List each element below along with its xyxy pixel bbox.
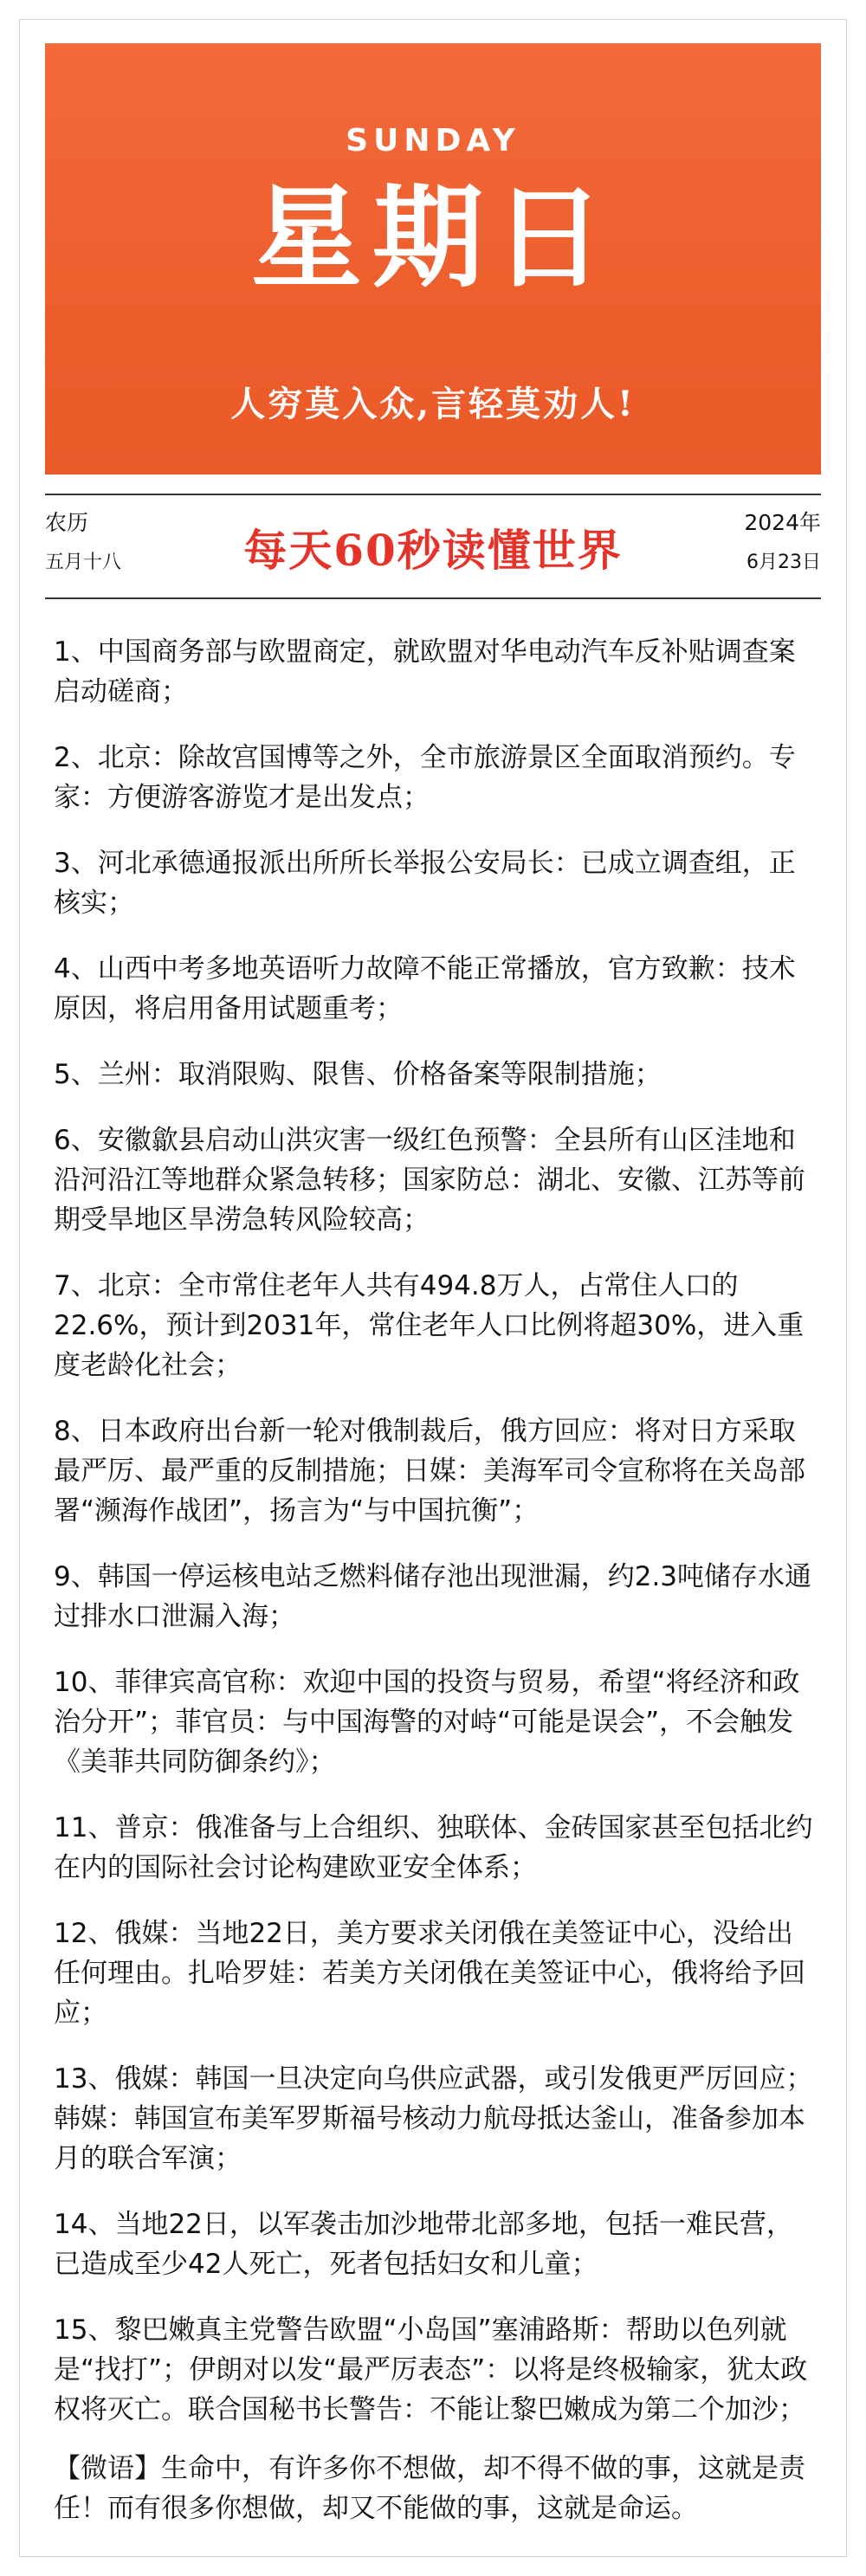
news-item: 7、北京：全市常住老年人共有494.8万人，占常住人口的22.6%，预计到2031年，常住老年人口比例将超30%，进入重度老龄化社会；: [54, 1270, 805, 1381]
news-item: 8、日本政府出台新一轮对俄制裁后，俄方回应：将对日方采取最严厉、最严重的反制措施；日媒：美海军司令宣称将在关岛部署“濒海作战团”，扬言为“与中国抗衡”；: [54, 1416, 805, 1527]
news-item: 6、安徽歙县启动山洪灾害一级红色预警：全县所有山区洼地和沿河沿江等地群众紧急转移；国家防总：湖北、安徽、江苏等前期受旱地区旱涝急转风险较高；: [54, 1125, 805, 1236]
lunar-date: 五月十八: [45, 552, 122, 573]
news-item: 3、河北承德通报派出所所长举报公安局长：已成立调查组，正核实；: [54, 848, 796, 919]
page-title: 每天60秒读懂世界: [243, 525, 623, 576]
news-item: 9、韩国一停运核电站乏燃料储存池出现泄漏，约2.3吨储存水通过排水口泄漏入海；: [54, 1561, 812, 1632]
news-item: 1、中国商务部与欧盟商定，就欧盟对华电动汽车反补贴调查案启动磋商；: [54, 636, 796, 707]
news-item: 15、黎巴嫩真主党警告欧盟“小岛国”塞浦路斯：帮助以色列就是“找打”；伊朗对以发“最严厉表态”：以将是终极输家，犹太政权将灭亡。联合国秘书长警告：不能让黎巴嫩成为第二个加沙；: [54, 2315, 808, 2425]
news-list: [54, 632, 816, 2456]
news-item: 14、当地22日，以军袭击加沙地带北部多地，包括一难民营，已造成至少42人死亡，死者包括妇女和儿童；: [54, 2209, 793, 2280]
news-item: 10、菲律宾高官称：欢迎中国的投资与贸易，希望“将经济和政治分开”；菲官员：与中国海警的对峙“可能是误会”，不会触发《美菲共同防御条约》；: [54, 1667, 800, 1778]
lunar-label: 农历: [45, 510, 89, 535]
news-item: 4、山西中考多地英语听力故障不能正常播放，官方致歉：技术原因，将启用备用试题重考；: [54, 953, 796, 1024]
year: 2024年: [744, 510, 821, 535]
news-item: 2、北京：除故宫国博等之外，全市旅游景区全面取消预约。专家：方便游客游览才是出发点；: [54, 742, 796, 813]
banner: [45, 43, 821, 475]
header-rule-bottom: [45, 597, 821, 599]
news-item: 5、兰州：取消限购、限售、价格备案等限制措施；: [54, 1059, 662, 1090]
header-rule-top: [45, 494, 821, 495]
banner-chinese-day: 星期日: [250, 173, 615, 303]
news-item: 11、普京：俄准备与上合组织、独联体、金砖国家甚至包括北约在内的国际社会讨论构建欧亚安全体系；: [54, 1812, 813, 1883]
news-item: 12、俄媒：当地22日，美方要求关闭俄在美签证中心，没给出任何理由。扎哈罗娃：若美方关闭俄在美签证中心，俄将给予回应；: [54, 1918, 805, 2029]
banner-motto: 人穷莫入众,言轻莫劝人!: [230, 384, 636, 424]
banner-english-day: SUNDAY: [346, 123, 520, 158]
news-item: 13、俄媒：韩国一旦决定向乌供应武器，或引发俄更严厉回应；韩媒：韩国宣布美军罗斯福号核动力航母抵达釜山，准备参加本月的联合军演；: [54, 2063, 813, 2174]
footer-quote: 【微语】生命中，有许多你不想做，却不得不做的事，这就是责任！而有很多你想做，却又不能做的事，这就是命运。: [54, 2453, 805, 2524]
date: 6月23日: [746, 552, 821, 573]
